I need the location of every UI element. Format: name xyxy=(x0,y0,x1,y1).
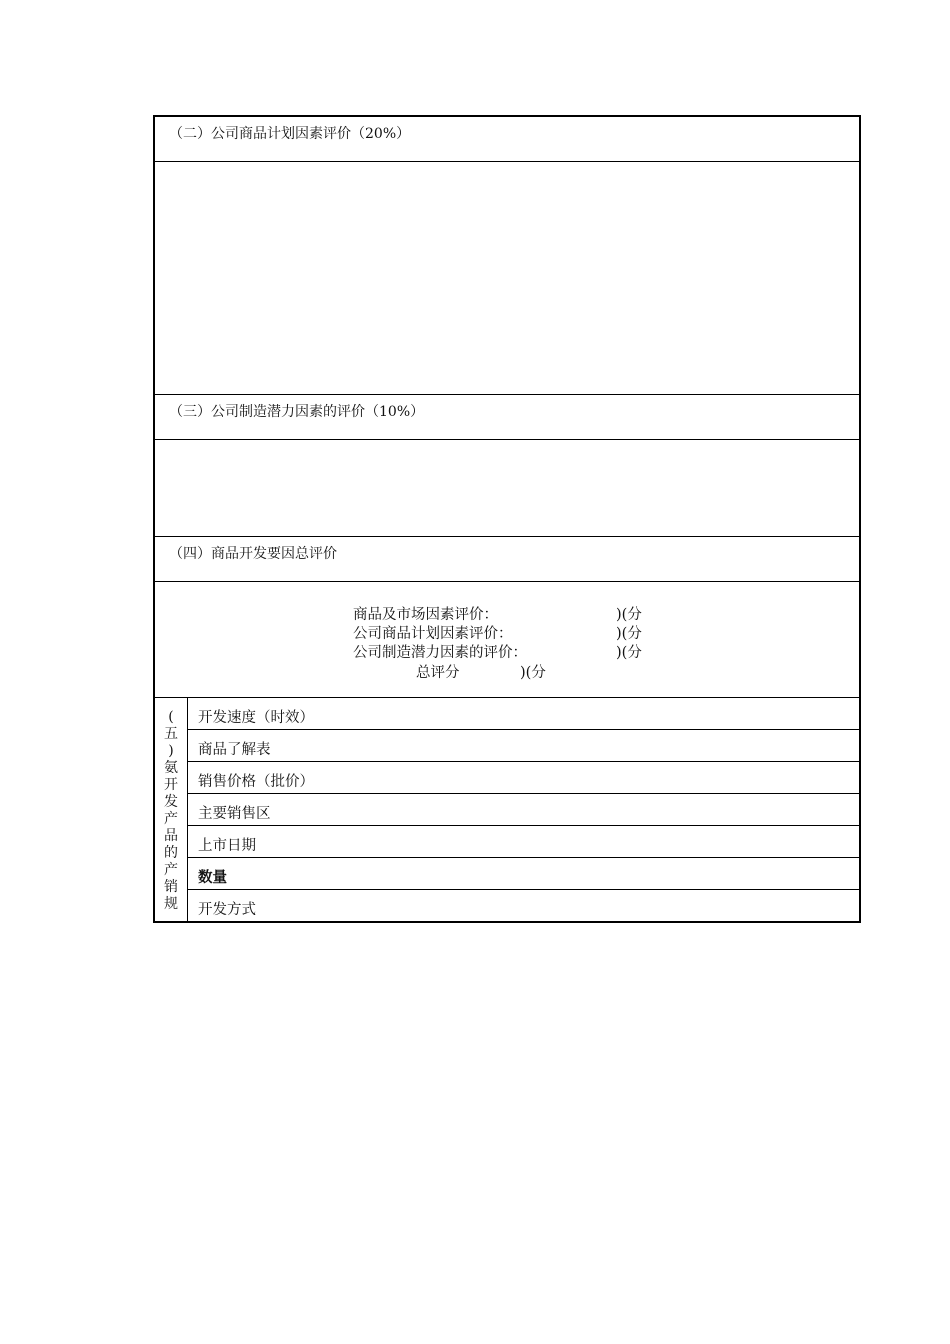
section-5-items xyxy=(188,698,859,921)
section-2-title: （二）公司商品计划因素评价（20%） xyxy=(169,126,411,142)
vertical-char: 规 xyxy=(164,895,178,912)
summary-line-manufacturing xyxy=(155,641,859,661)
vertical-char: 氨 xyxy=(164,759,178,776)
vertical-char: ( xyxy=(168,708,174,725)
item-sales-price[interactable]: 销售价格（批价） xyxy=(188,762,859,794)
section-5-vertical-label xyxy=(155,698,188,921)
item-product-overview[interactable]: 商品了解表 xyxy=(188,730,859,762)
section-2-blank-area[interactable] xyxy=(155,162,859,395)
vertical-char: ) xyxy=(168,742,174,759)
summary-points: )(分 xyxy=(616,607,642,623)
vertical-char: 开 xyxy=(164,776,178,793)
total-evaluation-summary xyxy=(155,582,859,698)
summary-label: 商品及市场因素评价： xyxy=(353,607,498,623)
summary-label: 公司商品计划因素评价： xyxy=(353,626,513,642)
section-3-title: （三）公司制造潜力因素的评价（10%） xyxy=(169,404,425,420)
vertical-char: 产 xyxy=(164,810,178,827)
vertical-char: 品 xyxy=(164,827,178,844)
item-main-sales-area[interactable]: 主要销售区 xyxy=(188,794,859,826)
summary-line-plan xyxy=(155,622,859,642)
section-4-header xyxy=(155,537,859,582)
section-5-table xyxy=(155,698,859,921)
section-4-title: （四）商品开发要因总评价 xyxy=(169,546,337,562)
vertical-char: 五 xyxy=(164,725,178,742)
summary-points: )(分 xyxy=(616,626,642,642)
section-3-header xyxy=(155,395,859,440)
vertical-char: 销 xyxy=(164,878,178,895)
summary-points: )(分 xyxy=(616,645,642,661)
evaluation-form xyxy=(153,115,861,923)
item-launch-date[interactable]: 上市日期 xyxy=(188,826,859,858)
section-3-blank-area[interactable] xyxy=(155,440,859,537)
vertical-char: 发 xyxy=(164,793,178,810)
item-quantity[interactable]: 数量 xyxy=(188,858,859,890)
summary-line-total xyxy=(155,661,859,681)
item-development-method[interactable]: 开发方式 xyxy=(198,902,256,918)
summary-label: 总评分 xyxy=(416,665,460,681)
item-development-speed[interactable]: 开发速度（时效） xyxy=(188,698,859,730)
section-2-header xyxy=(155,117,859,162)
summary-line-market xyxy=(155,603,859,623)
summary-label: 公司制造潜力因素的评价： xyxy=(353,645,527,661)
summary-points: )(分 xyxy=(520,665,546,681)
vertical-char: 产 xyxy=(164,861,178,878)
vertical-char: 的 xyxy=(164,844,178,861)
